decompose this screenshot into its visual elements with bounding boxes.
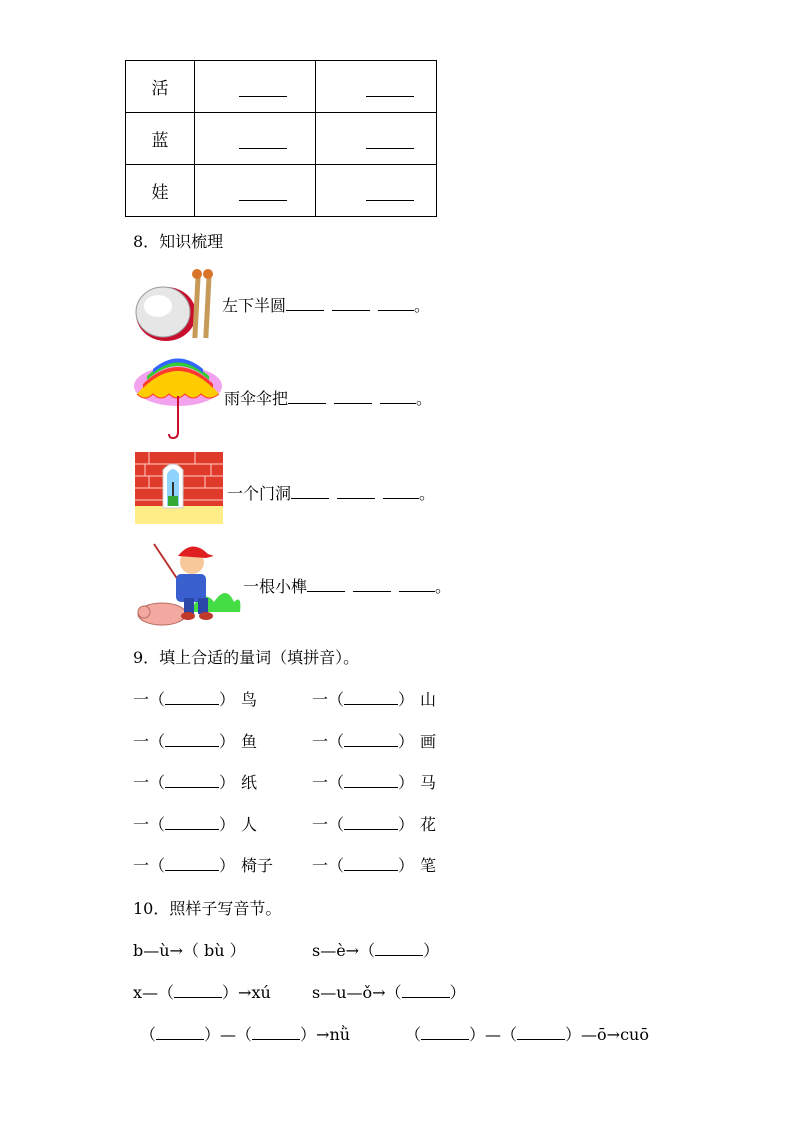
q8-item: 雨伞伞把 。: [224, 389, 433, 408]
q9-title: 9．填上合适的量词（填拼音）。: [133, 648, 360, 667]
boy-with-stick-icon: [134, 540, 242, 630]
stroke-blank[interactable]: [378, 296, 414, 311]
syllable-blank[interactable]: [402, 983, 450, 998]
measure-word-item: 一（ ） 花: [312, 815, 437, 834]
table-char: 蓝: [126, 113, 195, 165]
pinyin-blank[interactable]: [344, 690, 398, 705]
syllable-example: b—ù→（ bù ）: [133, 941, 246, 960]
syllable-blank[interactable]: [517, 1025, 565, 1040]
measure-word-item: 一（ ） 人: [133, 815, 258, 834]
pinyin-blank[interactable]: [165, 856, 219, 871]
syllable-item: s—u—ǒ→（ ）: [312, 983, 466, 1002]
stroke-blank[interactable]: [337, 484, 375, 499]
pinyin-blank[interactable]: [165, 690, 219, 705]
stroke-blank[interactable]: [291, 484, 329, 499]
doorway-icon: [135, 452, 223, 524]
pinyin-blank[interactable]: [344, 732, 398, 747]
q8-item-text: 左下半圆: [222, 296, 287, 315]
answer-cell[interactable]: [195, 165, 316, 217]
table-char: 娃: [126, 165, 195, 217]
stroke-blank[interactable]: [353, 577, 391, 592]
q8-item: 左下半圆 。: [222, 296, 431, 315]
q8-title: 8．知识梳理: [133, 232, 224, 251]
measure-word-item: 一（ ） 鱼: [133, 732, 258, 751]
stroke-blank[interactable]: [399, 577, 435, 592]
answer-cell[interactable]: [195, 61, 316, 113]
measure-word-item: 一（ ） 纸: [133, 773, 258, 792]
measure-word-item: 一（ ） 画: [312, 732, 437, 751]
measure-word-item: 一（ ） 山: [312, 690, 437, 709]
syllable-item: s—è→（ ）: [312, 941, 440, 960]
table-row: [126, 61, 437, 113]
table-row: [126, 113, 437, 165]
stroke-blank[interactable]: [286, 296, 324, 311]
pinyin-blank[interactable]: [344, 773, 398, 788]
syllable-blank[interactable]: [421, 1025, 469, 1040]
pinyin-blank[interactable]: [344, 856, 398, 871]
umbrella-icon: [133, 352, 223, 442]
q8-item: 一根小榫 。: [243, 577, 452, 596]
q8-item-text: 雨伞伞把: [224, 389, 289, 408]
table-row: [126, 165, 437, 217]
answer-cell[interactable]: [195, 113, 316, 165]
pinyin-blank[interactable]: [165, 815, 219, 830]
answer-cell[interactable]: [316, 113, 437, 165]
syllable-item: x—（ ）→xú: [133, 983, 271, 1002]
syllable-item: （ ）—（ ）→nǜ: [140, 1025, 351, 1044]
syllable-blank[interactable]: [252, 1025, 300, 1040]
q8-item: 一个门洞 。: [227, 484, 436, 503]
stroke-blank[interactable]: [334, 389, 372, 404]
syllable-blank[interactable]: [174, 983, 222, 998]
q10-title: 10．照样子写音节。: [133, 899, 282, 918]
stroke-blank[interactable]: [332, 296, 370, 311]
stroke-blank[interactable]: [288, 389, 326, 404]
stroke-blank[interactable]: [383, 484, 419, 499]
measure-word-item: 一（ ） 鸟: [133, 690, 258, 709]
syllable-blank[interactable]: [375, 941, 423, 956]
syllable-blank[interactable]: [156, 1025, 204, 1040]
pinyin-blank[interactable]: [344, 815, 398, 830]
drum-icon: [134, 266, 218, 342]
stroke-blank[interactable]: [380, 389, 416, 404]
syllable-item: （ ）—（ ）—ō→cuō: [405, 1025, 649, 1044]
answer-cell[interactable]: [316, 165, 437, 217]
table-char: 活: [126, 61, 195, 113]
measure-word-item: 一（ ） 椅子: [133, 856, 274, 875]
q8-item-text: 一个门洞: [227, 484, 292, 503]
pinyin-blank[interactable]: [165, 773, 219, 788]
q8-item-text: 一根小榫: [243, 577, 308, 596]
answer-cell[interactable]: [316, 61, 437, 113]
measure-word-item: 一（ ） 马: [312, 773, 437, 792]
stroke-blank[interactable]: [307, 577, 345, 592]
pinyin-blank[interactable]: [165, 732, 219, 747]
character-table: [125, 60, 437, 217]
measure-word-item: 一（ ） 笔: [312, 856, 437, 875]
